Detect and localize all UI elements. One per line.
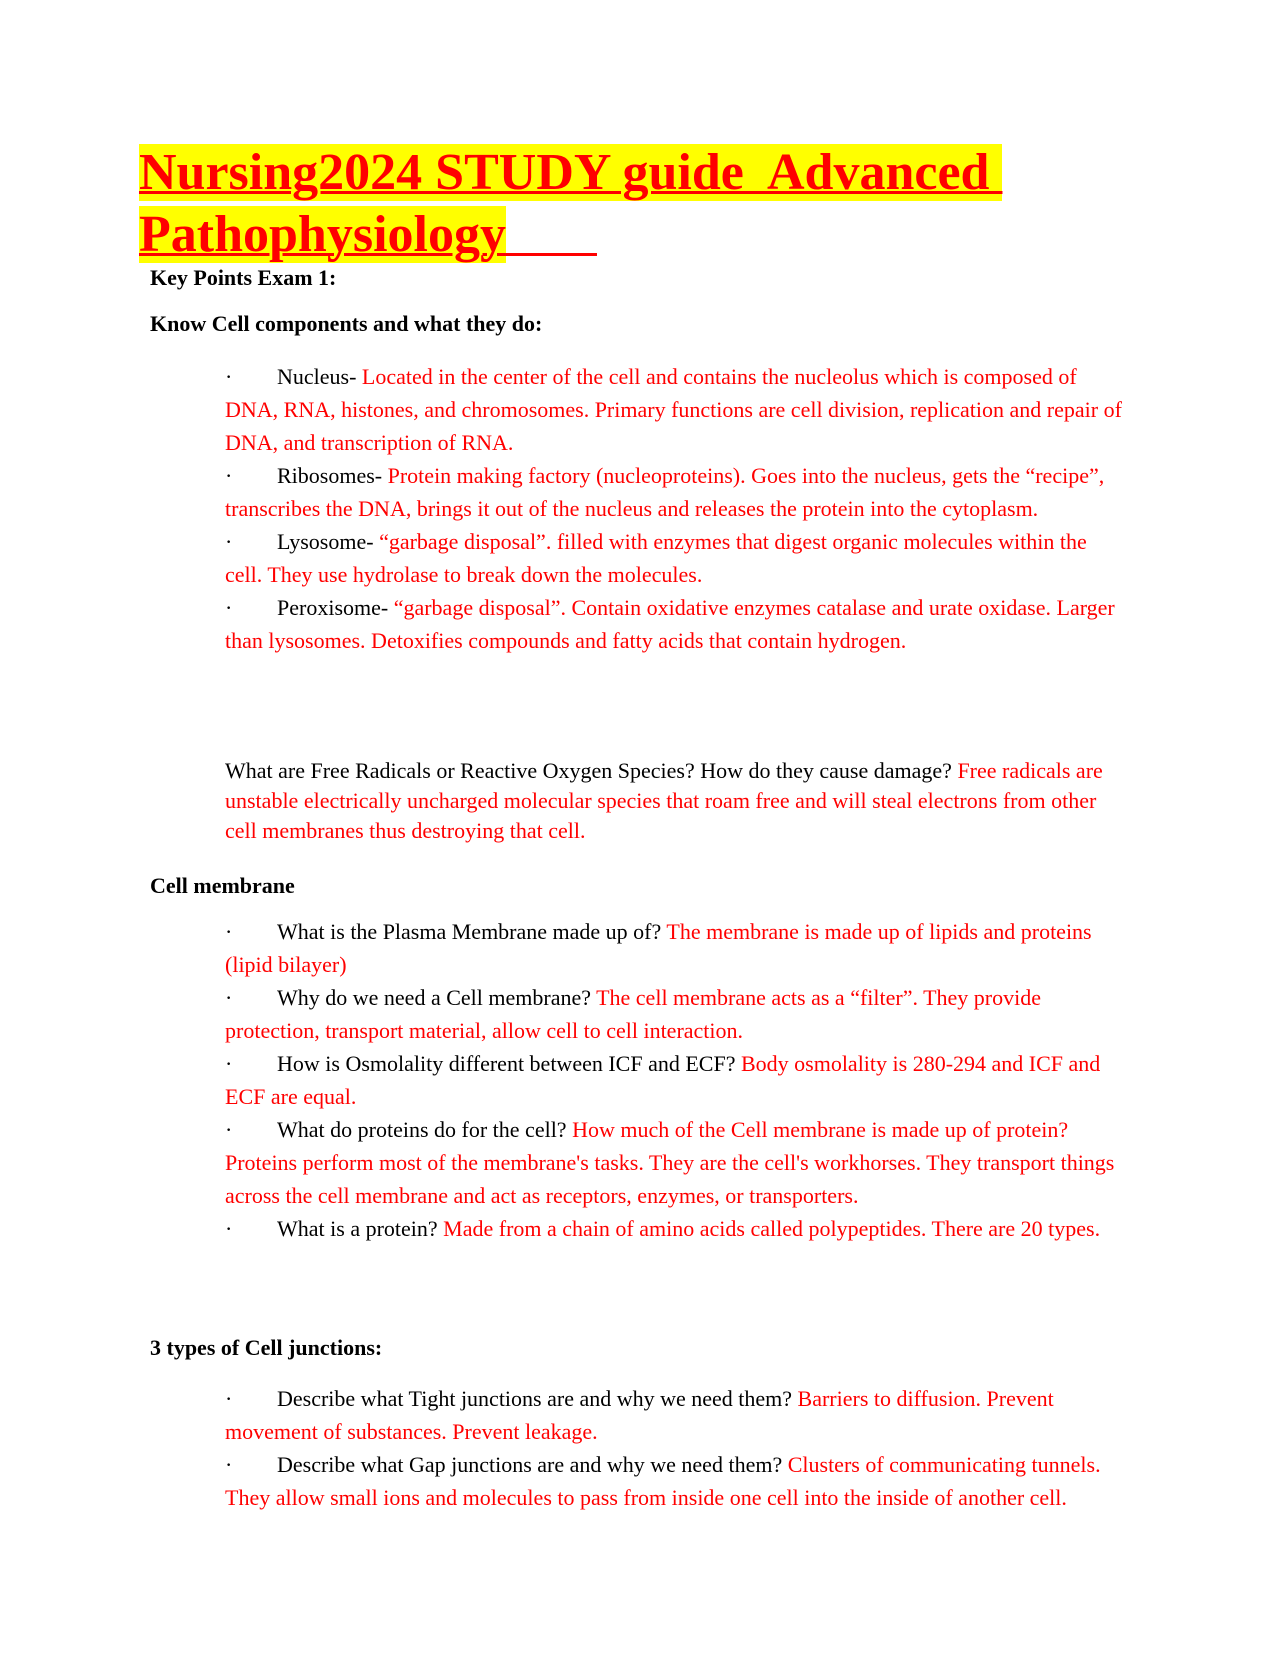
list-item [225, 459, 1125, 525]
heading-cell-membrane: Cell membrane [150, 873, 295, 898]
free-radicals-question: What are Free Radicals or Reactive Oxygen Species? How do they cause damage? [225, 758, 952, 783]
list-item [225, 1113, 1125, 1212]
membrane-answer: How much of the Cell membrane is made up of protein? Proteins perform most of the membrane's tasks. They are the cell's workhorses. They transport things across the cell membrane and act as receptors, enzymes, or transporters. [225, 1117, 1115, 1208]
membrane-list [225, 915, 1125, 1245]
title-trailing-underline [506, 206, 597, 263]
bullet-mark: · [225, 1117, 233, 1142]
title-text-2: Pathophysiology [139, 206, 506, 263]
component-answer: “garbage disposal”. Contain oxidative enzymes catalase and urate oxidase. Larger than lysosomes. Detoxifies compounds and fatty acids that contain hydrogen. [225, 595, 1115, 653]
list-item [225, 591, 1125, 657]
list-item [225, 1448, 1125, 1514]
component-term: Peroxisome- [277, 595, 389, 620]
bullet-mark: · [225, 1452, 233, 1477]
title-line-1 [139, 142, 1099, 204]
component-answer: Located in the center of the cell and contains the nucleolus which is composed of DNA, RNA, histones, and chromosomes. Primary functions are cell division, replication and repair of DNA, and transcription of RNA. [225, 364, 1122, 455]
membrane-question: What do proteins do for the cell? [277, 1117, 567, 1142]
junction-answer: Clusters of communicating tunnels. They allow small ions and molecules to pass from inside one cell into the inside of another cell. [225, 1452, 1101, 1510]
membrane-answer: Made from a chain of amino acids called polypeptides. There are 20 types. [443, 1216, 1101, 1241]
list-item [225, 1047, 1125, 1113]
heading-key-points: Key Points Exam 1: [150, 265, 337, 290]
bullet-mark: · [225, 595, 233, 620]
bullet-mark: · [225, 463, 233, 488]
membrane-answer: Body osmolality is 280-294 and ICF and ECF are equal. [225, 1051, 1101, 1109]
junction-answer: Barriers to diffusion. Prevent movement of substances. Prevent leakage. [225, 1386, 1054, 1444]
membrane-question: How is Osmolality different between ICF and ECF? [277, 1051, 736, 1076]
bullet-mark: · [225, 1051, 233, 1076]
bullet-mark: · [225, 1216, 233, 1241]
document-title [139, 142, 1099, 266]
free-radicals-answer: Free radicals are unstable electrically uncharged molecular species that roam free and will steal electrons from other cell membranes thus destroying that cell. [225, 758, 1103, 843]
title-line-2 [139, 204, 1099, 266]
components-list [225, 360, 1125, 657]
junction-question: Describe what Tight junctions are and why we need them? [277, 1386, 793, 1411]
component-answer: “garbage disposal”. filled with enzymes that digest organic molecules within the cell. They use hydrolase to break down the molecules. [225, 529, 1087, 587]
bullet-mark: · [225, 1386, 233, 1411]
membrane-answer: The membrane is made up of lipids and proteins (lipid bilayer) [225, 919, 1092, 977]
list-item [225, 1212, 1125, 1245]
membrane-question: What is the Plasma Membrane made up of? [277, 919, 662, 944]
bullet-mark: · [225, 919, 233, 944]
heading-cell-components: Know Cell components and what they do: [150, 311, 543, 336]
component-answer: Protein making factory (nucleoproteins). Goes into the nucleus, gets the “recipe”, transcribes the DNA, brings it out of the nucleus and releases the protein into the cytoplasm. [225, 463, 1105, 521]
free-radicals-paragraph [225, 756, 1125, 846]
list-item [225, 525, 1125, 591]
membrane-question: What is a protein? [277, 1216, 438, 1241]
component-term: Lysosome- [277, 529, 374, 554]
component-term: Ribosomes- [277, 463, 383, 488]
component-term: Nucleus- [277, 364, 357, 389]
bullet-mark: · [225, 364, 233, 389]
list-item [225, 981, 1125, 1047]
membrane-question: Why do we need a Cell membrane? [277, 985, 591, 1010]
junctions-list [225, 1382, 1125, 1514]
list-item [225, 360, 1125, 459]
junction-question: Describe what Gap junctions are and why we need them? [277, 1452, 783, 1477]
list-item [225, 1382, 1125, 1448]
membrane-answer: The cell membrane acts as a “filter”. They provide protection, transport material, allow cell to cell interaction. [225, 985, 1041, 1043]
bullet-mark: · [225, 529, 233, 554]
list-item [225, 915, 1125, 981]
bullet-mark: · [225, 985, 233, 1010]
title-text-1: Nursing2024 STUDY guide Advanced [139, 144, 1003, 201]
heading-cell-junctions: 3 types of Cell junctions: [150, 1335, 383, 1360]
